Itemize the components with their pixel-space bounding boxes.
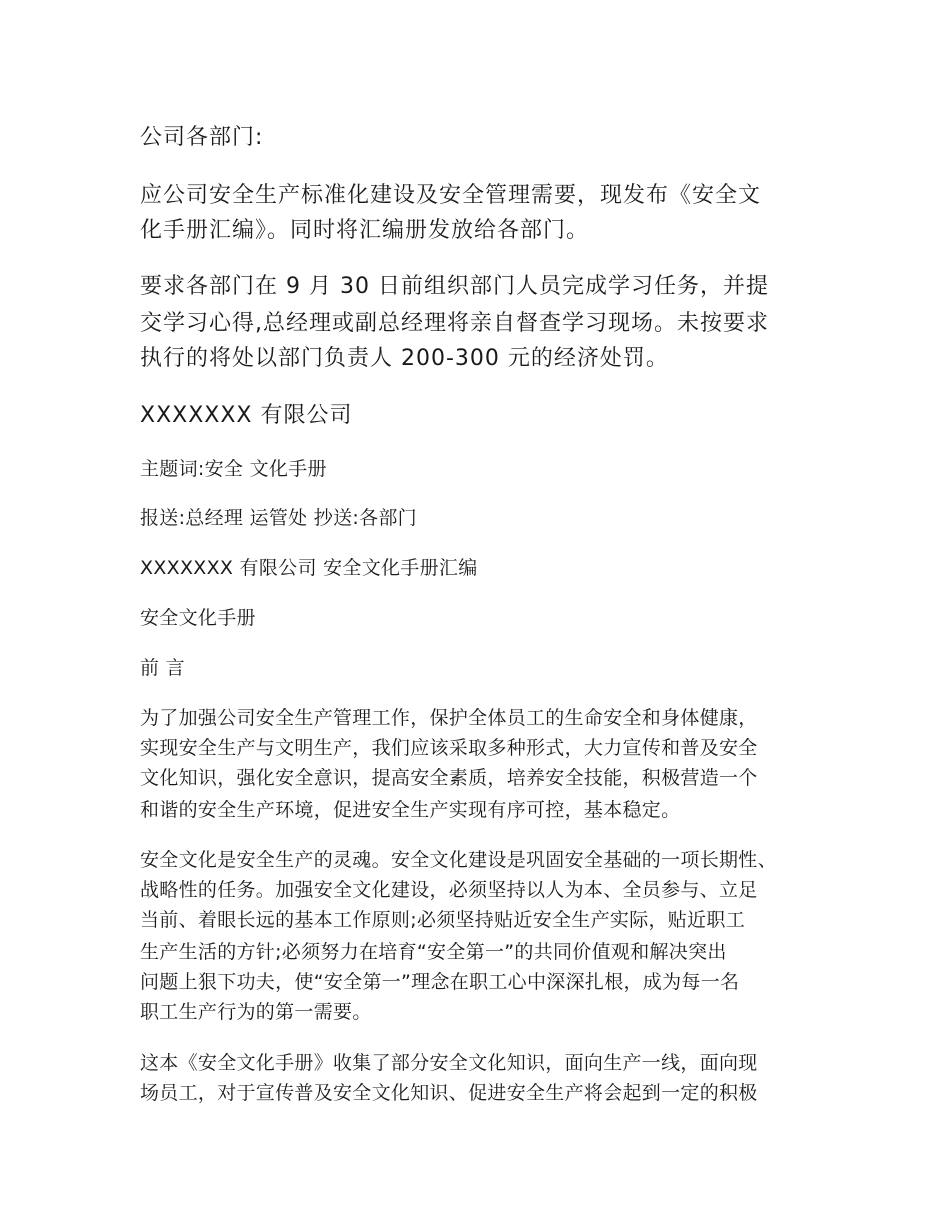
subject-words: 主题词:安全 文化手册: [140, 458, 327, 480]
preface-line: 战略性的任务。加强安全文化建设，必须坚持以人为本、全员参与、立足: [140, 879, 758, 901]
preface-line: 场员工，对于宣传普及安全文化知识、促进安全生产将会起到一定的积极: [140, 1082, 758, 1104]
preface-line: 为了加强公司安全生产管理工作，保护全体员工的生命安全和身体健康，: [140, 707, 758, 729]
preface-line: 这本《安全文化手册》收集了部分安全文化知识，面向生产一线，面向现: [140, 1052, 758, 1074]
compilation-title: XXXXXXX 有限公司 安全文化手册汇编: [140, 557, 478, 579]
preface-line: 生产生活的方针;必须努力在培育“安全第一”的共同价值观和解决突出: [140, 941, 727, 963]
preface-line: 实现安全生产与文明生产，我们应该采取多种形式，大力宣传和普及安全: [140, 737, 758, 759]
notice-line: 化手册汇编》。同时将汇编册发放给各部门。: [140, 218, 590, 243]
preface-line: 和谐的安全生产环境，促进安全生产实现有序可控，基本稳定。: [140, 799, 681, 821]
preface-line: 文化知识，强化安全意识，提高安全素质，培养安全技能，积极营造一个: [140, 767, 758, 789]
notice-line: 要求各部门在 9 月 30 日前组织部门人员完成学习任务，并提: [140, 274, 769, 299]
handbook-title: 安全文化手册: [140, 607, 256, 629]
notice-line: 交学习心得,总经理或副总经理将亲自督查学习现场。未按要求: [140, 311, 769, 336]
distribution: 报送:总经理 运管处 抄送:各部门: [140, 507, 417, 529]
preface-line: 问题上狠下功夫，使“安全第一”理念在职工心中深深扎根，成为每一名: [140, 971, 740, 993]
preface-line: 当前、着眼长远的基本工作原则;必须坚持贴近安全生产实际，贴近职工: [140, 909, 746, 931]
notice-line: 执行的将处以部门负责人 200-300 元的经济处罚。: [140, 346, 669, 371]
preface-line: 安全文化是安全生产的灵魂。安全文化建设是巩固安全基础的一项长期性、: [140, 849, 777, 871]
preface-line: 职工生产行为的第一需要。: [140, 1001, 372, 1023]
preface-heading: 前 言: [140, 657, 185, 679]
salutation: 公司各部门:: [140, 125, 264, 150]
issuer: XXXXXXX 有限公司: [140, 403, 353, 428]
notice-line: 应公司安全生产标准化建设及安全管理需要，现发布《安全文: [140, 183, 762, 208]
